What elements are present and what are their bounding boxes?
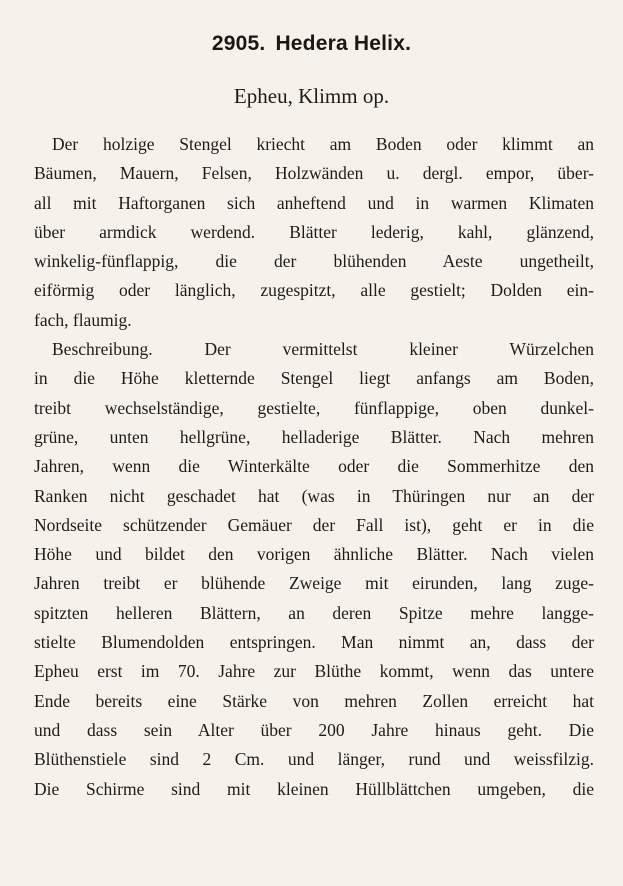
common-name-subtitle: Epheu, Klimm op. [233,84,390,108]
text-line: und dass sein Alter über 200 Jahre hinaus geht. Die [34,719,594,740]
paragraph-diagnosis [34,130,594,335]
text-line: treibt wechselständige, gestielte, fünflappige, oben dunkel- [34,397,594,418]
text-line: in die Höhe kletternde Stengel liegt anfangs am Boden, [34,368,594,389]
body-text [34,130,594,804]
text-line: spitzten helleren Blättern, an deren Spitze mehre langge- [34,602,594,623]
text-line: winkelig-fünflappig, die der blühenden Aeste ungetheilt, [34,251,594,272]
text-line: Beschreibung. Der vermittelst kleiner Würzelchen [52,339,594,360]
text-line: stielte Blumendolden entspringen. Man nimmt an, dass der [34,632,594,653]
text-line: eiförmig oder länglich, zugespitzt, alle gestielt; Dolden ein- [34,280,594,301]
text-line: Bäumen, Mauern, Felsen, Holzwänden u. dergl. empor, über- [34,163,594,184]
text-line: grüne, unten hellgrüne, helladerige Blätter. Nach mehren [34,426,594,447]
text-line: Der holzige Stengel kriecht am Boden oder klimmt an [52,134,594,154]
text-line: Höhe und bildet den vorigen ähnliche Blätter. Nach vielen [34,544,594,565]
species-heading [0,32,623,56]
text-line: Epheu erst im 70. Jahre zur Blüthe kommt, wenn das untere [34,661,594,682]
text-line: Jahren, wenn die Winterkälte oder die Sommerhitze den [34,456,594,477]
text-line: Jahren treibt er blühende Zweige mit eirunden, lang zuge- [34,573,594,594]
text-line: Ende bereits eine Stärke von mehren Zollen erreicht hat [34,690,594,711]
text-line: Blüthenstiele sind 2 Cm. und länger, rund und weissfilzig. [34,749,594,770]
species-number: 2905. [211,32,266,55]
paragraph-description [34,335,594,804]
species-name: Hedera Helix. [275,32,412,55]
text-line: über armdick werdend. Blätter lederig, kahl, glänzend, [34,221,594,242]
text-line: all mit Haftorganen sich anheftend und in warmen Klimaten [34,192,594,213]
text-line: Ranken nicht geschadet hat (was in Thüringen nur an der [34,485,594,506]
text-line: Nordseite schützender Gemäuer der Fall ist), geht er in die [34,514,594,535]
text-line: fach, flaumig. [34,309,132,330]
text-line: Die Schirme sind mit kleinen Hüllblättchen umgeben, die [34,778,594,799]
